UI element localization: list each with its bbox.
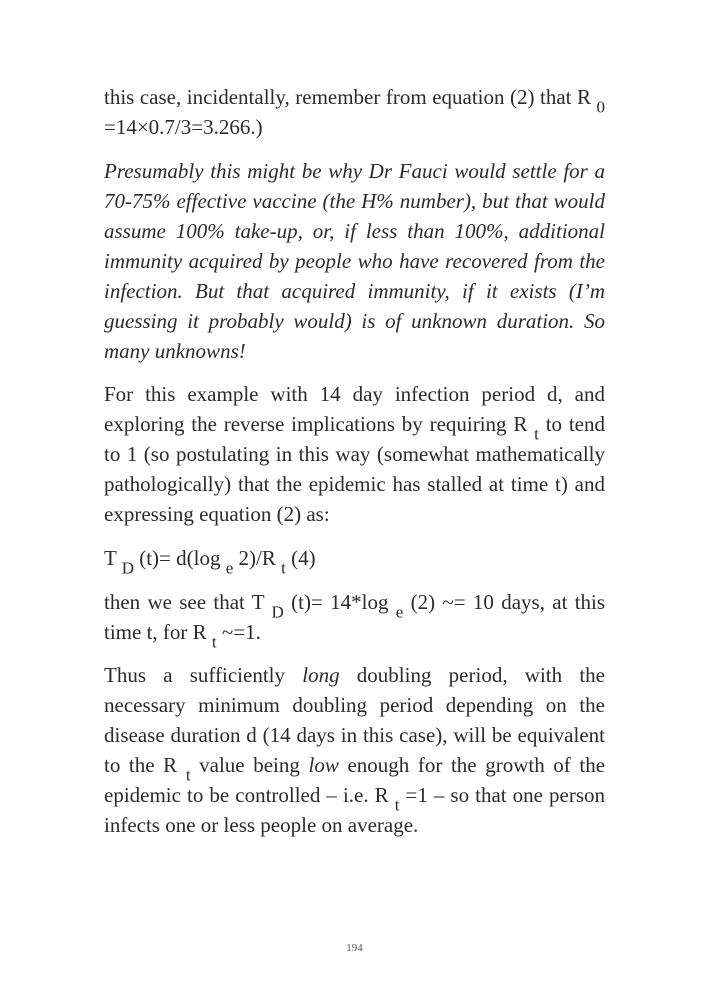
p4-sub-e: e xyxy=(395,602,404,622)
eq4-end: (4) xyxy=(291,546,316,570)
p5-sub-t: t xyxy=(185,765,191,785)
p1-text-a: this case, incidentally, remember from equation (2) that R xyxy=(104,85,591,109)
p3-text-b: to tend to 1 (so postulating in this way (somewhat mathematically pathologically) that the epidemic has stalled at time t) and expressing equation (2) as: xyxy=(104,412,606,526)
p5-text-e: =1 – so that one person infects one or less people on average. xyxy=(104,783,606,837)
paragraph-conclusion xyxy=(104,660,605,840)
p5-text-a: Thus a sufficiently xyxy=(104,663,286,687)
p3-text-a: For this example with 14 day infection period d, and exploring the reverse implications by requiring R xyxy=(104,382,605,436)
p4-sub-t: t xyxy=(211,632,217,652)
eq4-mid: (t)= d(log xyxy=(139,546,221,570)
p4-sub-d: D xyxy=(271,602,284,622)
paragraph-italic-remark: Presumably this might be why Dr Fauci would settle for a 70-75% effective vaccine (the H% number), but that would assume 100% take-up, or, if less than 100%, additional immunity acquired by people who have recovered from the infection. But that acquired immunity, if it exists (I’m guessing it probably would) is of unknown duration. So many unknowns! xyxy=(104,159,605,363)
p1-subscript: 0 xyxy=(596,97,606,117)
paragraph-continuation xyxy=(104,82,605,142)
p5-text-d: enough for the growth of the epidemic to be controlled – i.e. R xyxy=(104,753,606,807)
p3-subscript: t xyxy=(534,424,539,444)
paragraph-example xyxy=(104,379,605,529)
p5-text-b: doubling period, with the necessary minimum doubling period depending on the disease duration d (14 days in this case), will be equivalent to the R xyxy=(104,663,605,777)
eq4-sub-e: e xyxy=(225,558,234,578)
p5-sub-t2: t xyxy=(394,795,400,815)
p1-text-b: =14×0.7/3=3.266.) xyxy=(104,115,263,139)
page-number: 194 xyxy=(346,942,363,954)
page-body xyxy=(104,82,605,840)
eq4-mid2: 2)/R xyxy=(238,546,276,570)
p4-text-a: then we see that T xyxy=(104,590,265,614)
p5-emphasis-low: low xyxy=(308,753,339,777)
p4-text-c: (2) ~= 10 days, at this time t, for R xyxy=(104,590,606,644)
equation-4 xyxy=(104,543,605,578)
p5-emphasis-long: long xyxy=(302,663,340,687)
eq4-sub-d: D xyxy=(121,558,134,578)
p4-text-b: (t)= 14*log xyxy=(291,590,389,614)
paragraph-result xyxy=(104,587,606,652)
p5-text-c: value being xyxy=(199,753,300,777)
eq4-sub-t: t xyxy=(281,558,286,578)
eq4-t: T xyxy=(104,546,117,570)
p4-text-d: ~=1. xyxy=(221,620,261,644)
